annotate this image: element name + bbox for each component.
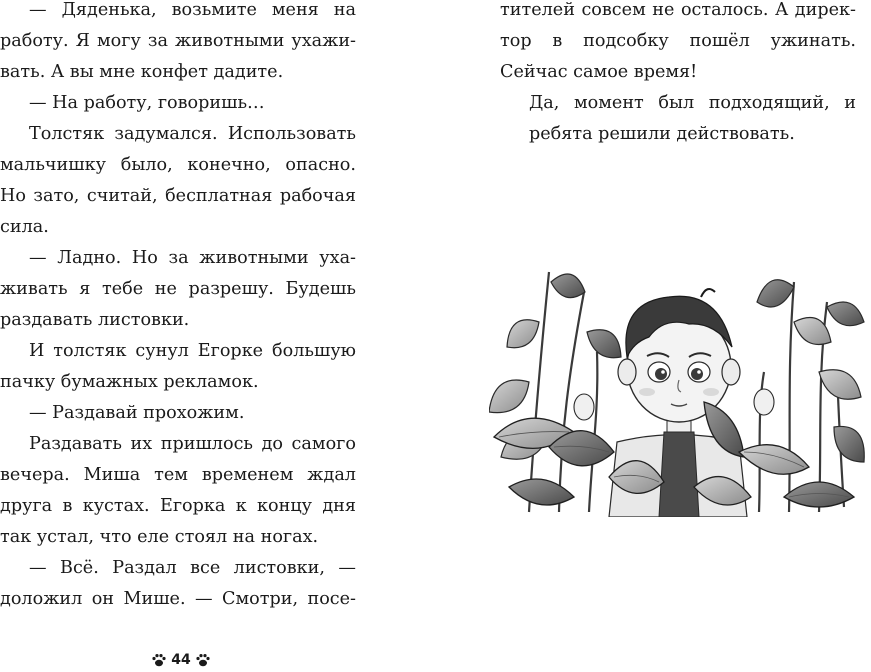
text-line: И толстяк сунул Егорке большую <box>29 341 356 361</box>
page-number <box>146 648 216 672</box>
text-line: Раздавать их пришлось до самого <box>29 434 356 454</box>
text-line: живать я тебе не разрешу. Будешь <box>0 279 356 299</box>
text-line: работу. Я могу за животными ухажи- <box>0 31 356 51</box>
page-number-text: 44 <box>171 652 191 668</box>
text-line: вечера. Миша тем временем ждал <box>0 465 356 485</box>
text-line: доложил он Мише. — Смотри, посе- <box>0 589 356 609</box>
text-line: сила. <box>0 217 49 237</box>
paw-icon <box>195 652 211 668</box>
text-line: вать. А вы мне конфет дадите. <box>0 62 284 82</box>
text-line: тор в подсобку пошёл ужинать. <box>500 31 856 51</box>
text-line: Толстяк задумался. Использовать <box>29 124 356 144</box>
text-line: — Всё. Раздал все листовки, — <box>29 558 356 578</box>
text-line: Сейчас самое время! <box>500 62 698 82</box>
text-line: друга в кустах. Егорка к концу дня <box>0 496 356 516</box>
text-line: — Ладно. Но за животными уха- <box>29 248 356 268</box>
text-line: — На работу, говоришь… <box>29 93 265 113</box>
text-line: Но зато, считай, бесплатная рабочая <box>0 186 356 206</box>
text-line: Да, момент был подходящий, и <box>529 93 856 113</box>
text-line: так устал, что еле стоял на ногах. <box>0 527 319 547</box>
text-line: — Раздавай прохожим. <box>29 403 245 423</box>
boy-among-leaves-illustration <box>489 262 867 517</box>
text-line: раздавать листовки. <box>0 310 190 330</box>
text-line: пачку бумажных рекламок. <box>0 372 259 392</box>
text-line: мальчишку было, конечно, опасно. <box>0 155 356 175</box>
text-line: — Дяденька, возьмите меня на <box>29 0 356 20</box>
text-line: тителей совсем не осталось. А дирек- <box>500 0 856 20</box>
text-line: ребята решили действовать. <box>529 124 795 144</box>
paw-icon <box>151 652 167 668</box>
